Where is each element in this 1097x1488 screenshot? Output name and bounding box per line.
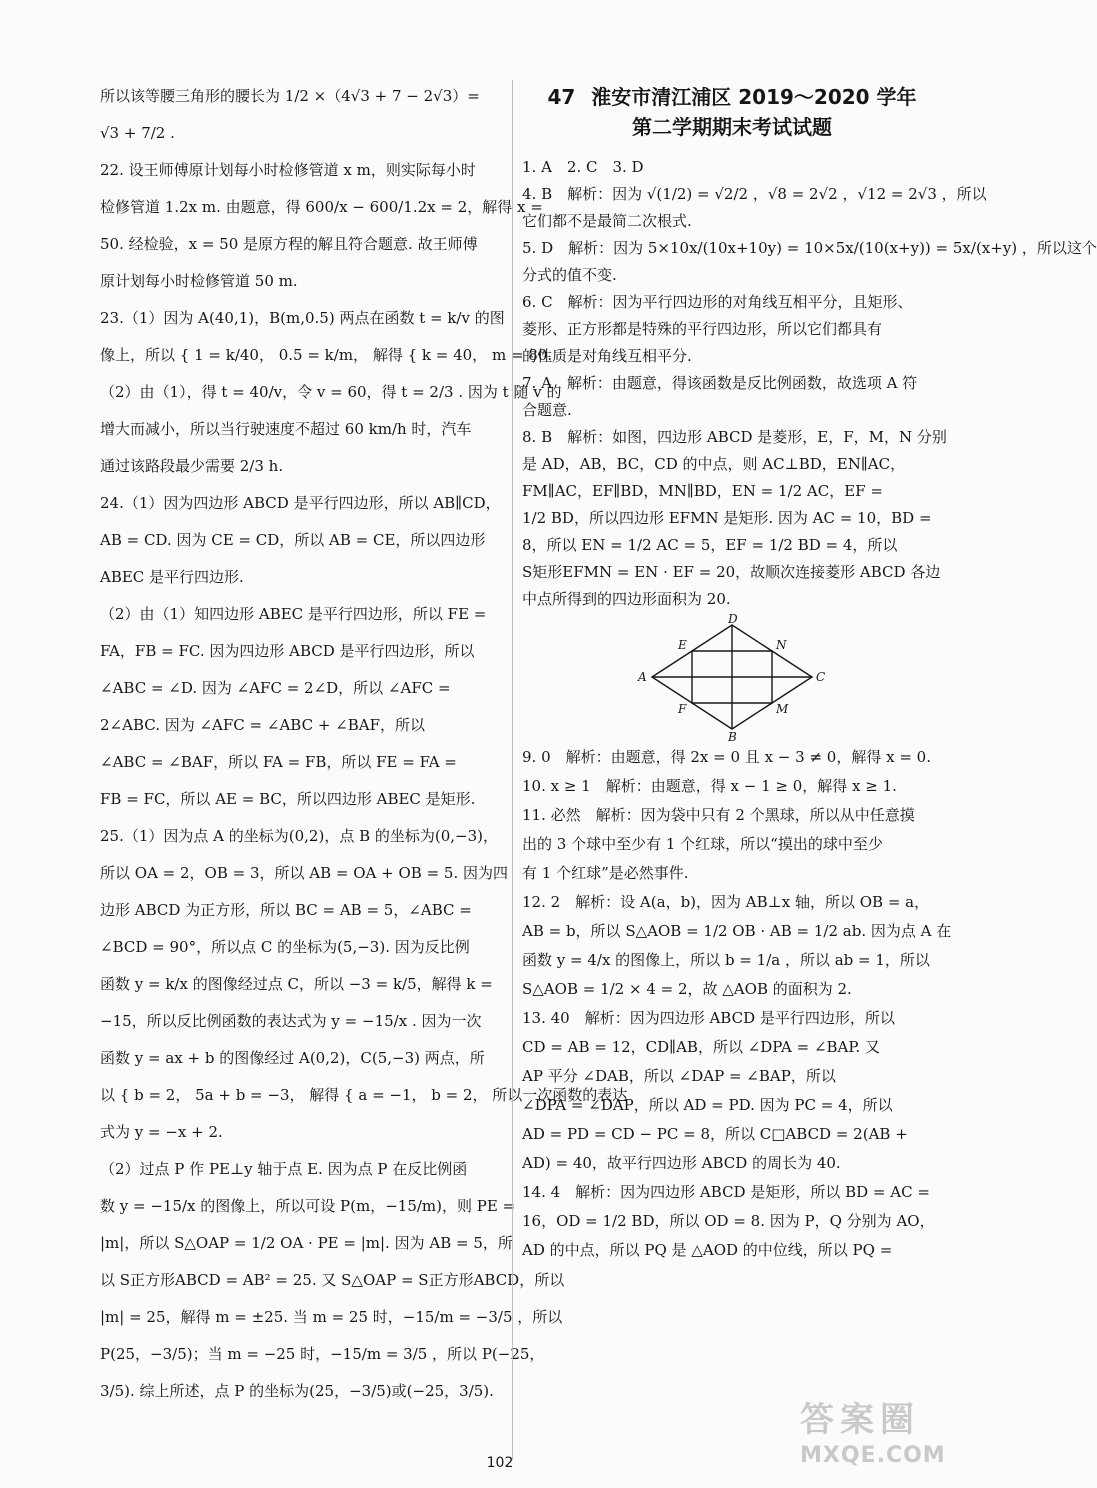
label-f: F: [678, 702, 687, 716]
text-line: 11. 必然 解析：因为袋中只有 2 个黑球，所以从中任意摸: [522, 806, 915, 824]
text-line: 函数 y = ax + b 的图像经过 A(0,2)，C(5,−3) 两点，所: [100, 1049, 485, 1067]
watermark-logo: [800, 1398, 990, 1483]
text-line: P(25，−3/5)；当 m = −25 时，−15/m = 3/5 ，所以 P(−25，: [100, 1345, 545, 1363]
text-line: 8，所以 EN = 1/2 AC = 5，EF = 1/2 BD = 4，所以: [522, 536, 898, 554]
text-line: （2）由（1）知四边形 ABEC 是平行四边形，所以 FE =: [100, 605, 487, 623]
label-a: A: [638, 670, 647, 684]
text-line: 9. 0 解析：由题意，得 2x = 0 且 x − 3 ≠ 0，解得 x = 0.: [522, 748, 931, 766]
text-line: |m|，所以 S△OAP = 1/2 OA · PE = |m|. 因为 AB = 5，所: [100, 1234, 513, 1252]
text-line: 增大而减小，所以当行驶速度不超过 60 km/h 时，汽车: [100, 420, 472, 438]
text-line: 1. A 2. C 3. D: [522, 158, 644, 176]
text-line: 16，OD = 1/2 BD，所以 OD = 8. 因为 P，Q 分别为 AO，: [522, 1212, 935, 1230]
label-c: C: [816, 670, 826, 684]
text-line: 所以 OA = 2，OB = 3，所以 AB = OA + OB = 5. 因为四: [100, 864, 508, 882]
text-line: AD = PD = CD − PC = 8，所以 C□ABCD = 2(AB +: [522, 1125, 908, 1143]
text-line: FA，FB = FC. 因为四边形 ABCD 是平行四边形，所以: [100, 642, 475, 660]
text-line: ABEC 是平行四边形.: [100, 568, 244, 586]
right-column: [522, 78, 1097, 1265]
text-line: 以 S正方形ABCD = AB² = 25. 又 S△OAP = S正方形ABCD，所以: [100, 1271, 565, 1289]
text-line: 的性质是对角线互相平分.: [522, 347, 692, 365]
text-line: 原计划每小时检修管道 50 m.: [100, 272, 298, 290]
text-line: 24.（1）因为四边形 ABCD 是平行四边形，所以 AB∥CD，: [100, 494, 501, 512]
section-title-line2: 第二学期期末考试试题: [632, 115, 832, 139]
text-line: 5. D 解析：因为 5×10x/(10x+10y) = 10×5x/(10(x+y)) = 5x/(x+y) ，所以这个: [522, 239, 1097, 257]
text-line: （2）由（1），得 t = 40/v，令 v = 60，得 t = 2/3 . 因为 t 随 v 的: [100, 383, 562, 401]
section-number: 47: [547, 85, 576, 109]
text-line: 所以该等腰三角形的腰长为 1/2 ×（4√3 + 7 − 2√3）=: [100, 87, 480, 105]
text-line: 1/2 BD，所以四边形 EFMN 是矩形. 因为 AC = 10，BD =: [522, 509, 932, 527]
label-d: D: [728, 612, 738, 626]
text-line: 函数 y = 4/x 的图像上，所以 b = 1/a ，所以 ab = 1，所以: [522, 951, 930, 969]
text-line: 25.（1）因为点 A 的坐标为(0,2)，点 B 的坐标为(0,−3)，: [100, 827, 499, 845]
label-m: M: [776, 702, 789, 716]
text-line: AD 的中点，所以 PQ 是 △AOD 的中位线，所以 PQ =: [522, 1241, 893, 1259]
text-line: 是 AD，AB，BC，CD 的中点，则 AC⊥BD，EN∥AC，: [522, 455, 906, 473]
text-line: 它们都不是最简二次根式.: [522, 212, 692, 230]
text-line: 50. 经检验，x = 50 是原方程的解且符合题意. 故王师傅: [100, 235, 478, 253]
text-line: S矩形EFMN = EN · EF = 20，故顺次连接菱形 ABCD 各边: [522, 563, 941, 581]
rhombus-figure: [632, 612, 832, 744]
text-line: |m| = 25，解得 m = ±25. 当 m = 25 时，−15/m = −3/5 ，所以: [100, 1308, 563, 1326]
answers-1-8: [522, 154, 1097, 613]
text-line: 以 { b = 2， 5a + b = −3， 解得 { a = −1， b = 2， 所以一次函数的表达: [100, 1086, 628, 1104]
text-line: 菱形、正方形都是特殊的平行四边形，所以它们都具有: [522, 320, 883, 338]
text-line: FB = FC，所以 AE = BC，所以四边形 ABEC 是矩形.: [100, 790, 476, 808]
text-line: 通过该路段最少需要 2/3 h.: [100, 457, 284, 475]
text-line: 8. B 解析：如图，四边形 ABCD 是菱形，E，F，M，N 分别: [522, 428, 947, 446]
watermark-url: MXQE.COM: [800, 1443, 946, 1468]
text-line: S△AOB = 1/2 × 4 = 2，故 △AOB 的面积为 2.: [522, 980, 852, 998]
label-b: B: [728, 730, 737, 744]
text-line: ∠ABC = ∠D. 因为 ∠AFC = 2∠D，所以 ∠AFC =: [100, 679, 451, 697]
text-line: ∠DPA = ∠DAP，所以 AD = PD. 因为 PC = 4，所以: [522, 1096, 893, 1114]
text-line: AP 平分 ∠DAB，所以 ∠DAP = ∠BAP，所以: [522, 1067, 836, 1085]
section-title-line1: 淮安市清江浦区 2019～2020 学年: [591, 85, 917, 109]
text-line: 3/5). 综上所述，点 P 的坐标为(25，−3/5)或(−25，3/5).: [100, 1382, 494, 1400]
text-line: 中点所得到的四边形面积为 20.: [522, 590, 731, 608]
text-line: CD = AB = 12，CD∥AB，所以 ∠DPA = ∠BAP. 又: [522, 1038, 880, 1056]
label-n: N: [776, 638, 787, 652]
column-divider: [512, 80, 513, 1460]
text-line: 检修管道 1.2x m. 由题意，得 600/x − 600/1.2x = 2，解得 x =: [100, 198, 543, 216]
text-line: 4. B 解析：因为 √(1/2) = √2/2 ，√8 = 2√2 ，√12 = 2√3 ，所以: [522, 185, 987, 203]
text-line: （2）过点 P 作 PE⊥y 轴于点 E. 因为点 P 在反比例函: [100, 1160, 468, 1178]
text-line: 边形 ABCD 为正方形，所以 BC = AB = 5，∠ABC =: [100, 901, 472, 919]
text-line: ∠ABC = ∠BAF，所以 FA = FB，所以 FE = FA =: [100, 753, 457, 771]
text-line: 式为 y = −x + 2.: [100, 1123, 223, 1141]
text-line: 6. C 解析：因为平行四边形的对角线互相平分，且矩形、: [522, 293, 913, 311]
text-line: AB = b，所以 S△AOB = 1/2 OB · AB = 1/2 ab. 因为点 A 在: [522, 922, 952, 940]
text-line: 合题意.: [522, 401, 572, 419]
answers-9-14: [522, 743, 952, 1265]
watermark-text: 答案圈: [800, 1400, 920, 1440]
text-line: 22. 设王师傅原计划每小时检修管道 x m，则实际每小时: [100, 161, 476, 179]
text-line: 13. 40 解析：因为四边形 ABCD 是平行四边形，所以: [522, 1009, 895, 1027]
text-line: 2∠ABC. 因为 ∠AFC = ∠ABC + ∠BAF，所以: [100, 716, 425, 734]
text-line: 数 y = −15/x 的图像上，所以可设 P(m，−15/m)，则 PE =: [100, 1197, 516, 1215]
text-line: AD) = 40，故平行四边形 ABCD 的周长为 40.: [522, 1154, 841, 1172]
text-line: 12. 2 解析：设 A(a，b)，因为 AB⊥x 轴，所以 OB = a，: [522, 893, 930, 911]
text-line: FM∥AC，EF∥BD，MN∥BD，EN = 1/2 AC，EF =: [522, 482, 883, 500]
text-line: −15，所以反比例函数的表达式为 y = −15/x . 因为一次: [100, 1012, 482, 1030]
text-line: 函数 y = k/x 的图像经过点 C，所以 −3 = k/5，解得 k =: [100, 975, 493, 993]
text-line: 出的 3 个球中至少有 1 个红球，所以“摸出的球中至少: [522, 835, 883, 853]
text-line: √3 + 7/2 .: [100, 124, 175, 142]
text-line: AB = CD. 因为 CE = CD，所以 AB = CE，所以四边形: [100, 531, 486, 549]
section-heading: [522, 82, 942, 142]
text-line: 10. x ≥ 1 解析：由题意，得 x − 1 ≥ 0，解得 x ≥ 1.: [522, 777, 897, 795]
text-line: 14. 4 解析：因为四边形 ABCD 是矩形，所以 BD = AC =: [522, 1183, 930, 1201]
text-line: 23.（1）因为 A(40,1)，B(m,0.5) 两点在函数 t = k/v 的图: [100, 309, 505, 327]
page-number: 102: [486, 1455, 514, 1471]
text-line: 有 1 个红球”是必然事件.: [522, 864, 689, 882]
text-line: 分式的值不变.: [522, 266, 617, 284]
text-line: 像上，所以 { 1 = k/40， 0.5 = k/m， 解得 { k = 40， m = 80.: [100, 346, 553, 364]
text-line: ∠BCD = 90°，所以点 C 的坐标为(5,−3). 因为反比例: [100, 938, 470, 956]
text-line: 7. A 解析：由题意，得该函数是反比例函数，故选项 A 符: [522, 374, 918, 392]
label-e: E: [678, 638, 687, 652]
